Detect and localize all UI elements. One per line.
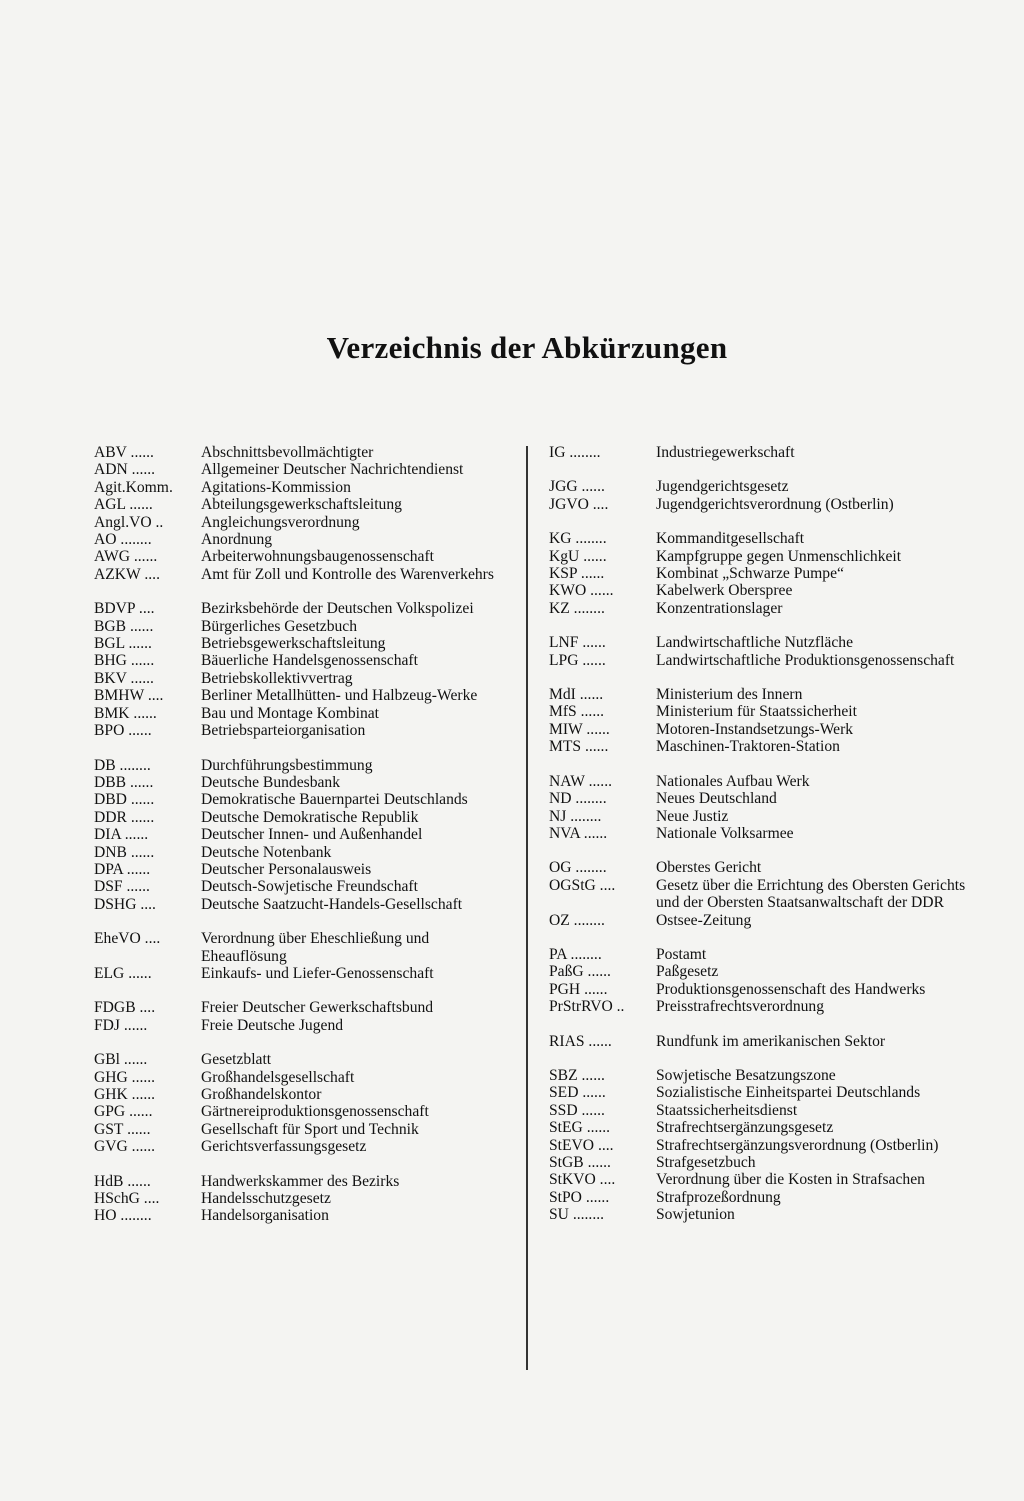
abbreviation: FDJ ...... — [94, 1016, 148, 1034]
abbreviation-meaning: Postamt — [656, 945, 707, 963]
right-column — [549, 444, 979, 1241]
abbreviation-meaning: Ministerium des Innern — [656, 686, 803, 704]
abbreviation: HdB ...... — [94, 1172, 151, 1190]
abbreviation: StEVO .... — [549, 1136, 614, 1154]
abbreviation-meaning: Deutsche Bundesbank — [201, 773, 341, 791]
abbreviation: StGB ...... — [549, 1154, 611, 1171]
abbreviation-entry — [549, 1102, 979, 1119]
abbreviation-entry — [94, 757, 514, 774]
abbreviation: BMHW .... — [94, 687, 164, 705]
abbreviation-entry — [94, 1069, 514, 1086]
page-title: Verzeichnis der Abkürzungen — [326, 330, 728, 365]
abbreviation-meaning: Gärtnereiproduktionsgenossenschaft — [201, 1103, 429, 1121]
abbreviation-meaning: Angleichungsverordnung — [201, 513, 360, 531]
abbreviation-entry — [94, 930, 514, 965]
abbreviation: MdI ...... — [549, 686, 604, 704]
abbreviation-meaning: Kabelwerk Oberspree — [656, 582, 793, 600]
abbreviation-entry — [94, 652, 514, 669]
abbreviation-meaning: Strafrechtsergänzungsgesetz — [656, 1119, 834, 1137]
abbreviation-entry — [549, 946, 979, 963]
abbreviation-entry — [549, 1119, 979, 1136]
abbreviation-meaning: Kampfgruppe gegen Unmenschlichkeit — [656, 547, 902, 565]
abbreviation-meaning: Deutsche Demokratische Republik — [201, 808, 419, 826]
abbreviation-meaning: Oberstes Gericht — [656, 859, 762, 877]
abbreviation-entry — [549, 981, 979, 998]
abbreviation-meaning: Sowjetische Besatzungszone — [656, 1066, 836, 1084]
abbreviation-entry — [94, 1051, 514, 1068]
abbreviation: BKV ...... — [94, 669, 154, 687]
abbreviation-entry — [94, 1121, 514, 1138]
abbreviation-entry — [549, 1033, 979, 1050]
abbreviation-meaning: Deutscher Innen- und Außenhandel — [201, 826, 423, 844]
abbreviation-meaning: Handelsschutzgesetz — [201, 1190, 331, 1208]
abbreviation-meaning: Sozialistische Einheitspartei Deutschlands — [656, 1084, 921, 1102]
abbreviation: PGH ...... — [549, 980, 608, 998]
abbreviation-entry — [549, 721, 979, 738]
abbreviation-meaning: Kombinat „Schwarze Pumpe“ — [656, 565, 844, 583]
abbreviation: JGVO .... — [549, 495, 609, 513]
abbreviation-meaning: Sowjetunion — [656, 1206, 735, 1224]
abbreviation-entry — [94, 791, 514, 808]
abbreviation: OGStG .... — [549, 876, 616, 894]
abbreviation-meaning: Motoren-Instandsetzungs-Werk — [656, 720, 854, 738]
abbreviation: KgU ...... — [549, 547, 607, 565]
abbreviation-group — [549, 686, 979, 756]
abbreviation: DBB ...... — [94, 773, 154, 791]
abbreviation-entry — [94, 1190, 514, 1207]
abbreviation-entry — [549, 703, 979, 720]
abbreviation-entry — [94, 722, 514, 739]
abbreviation-entry — [549, 790, 979, 807]
abbreviation-meaning: Einkaufs- und Liefer-Genossenschaft — [201, 964, 434, 982]
abbreviation-meaning: Konzentrationslager — [656, 599, 783, 617]
abbreviation: MIW ...... — [549, 720, 610, 738]
abbreviation-meaning: Handelsorganisation — [201, 1207, 329, 1225]
abbreviation-entry — [549, 548, 979, 565]
abbreviation-entry — [549, 1206, 979, 1223]
abbreviation-meaning: Freier Deutscher Gewerkschaftsbund — [201, 999, 434, 1017]
abbreviation: MTS ...... — [549, 738, 609, 756]
abbreviation: ND ........ — [549, 790, 607, 808]
abbreviation-group — [549, 1033, 979, 1050]
abbreviation-entry — [549, 600, 979, 617]
abbreviation: GPG ...... — [94, 1103, 153, 1121]
abbreviation-group — [94, 930, 514, 982]
abbreviation-meaning: Neue Justiz — [656, 807, 729, 825]
abbreviation: DPA ...... — [94, 860, 151, 878]
abbreviation: StKVO .... — [549, 1171, 616, 1189]
abbreviation: DIA ...... — [94, 826, 149, 844]
abbreviation-entry — [94, 444, 514, 461]
abbreviation-meaning: Arbeiterwohnungsbaugenossenschaft — [201, 548, 434, 566]
abbreviation-meaning: Gesetzblatt — [201, 1051, 272, 1069]
abbreviation-entry — [549, 686, 979, 703]
abbreviation: BMK ...... — [94, 704, 157, 722]
abbreviation-entry — [94, 878, 514, 895]
abbreviation-entry — [549, 1154, 979, 1171]
abbreviation-entry — [549, 825, 979, 842]
abbreviation-entry — [94, 705, 514, 722]
abbreviation-entry — [94, 809, 514, 826]
abbreviation-group — [94, 757, 514, 914]
abbreviation-meaning: Staatssicherheitsdienst — [656, 1101, 798, 1119]
abbreviation-entry — [94, 1103, 514, 1120]
abbreviation: RIAS ...... — [549, 1032, 612, 1050]
abbreviation: SED ...... — [549, 1084, 606, 1102]
abbreviation: AGL ...... — [94, 496, 153, 514]
abbreviation-entry — [549, 877, 979, 912]
abbreviation-meaning: Großhandelsgesellschaft — [201, 1068, 355, 1086]
abbreviation-entry — [549, 582, 979, 599]
abbreviation-group — [549, 444, 979, 461]
abbreviation: AO ........ — [94, 531, 152, 549]
abbreviation-group — [549, 530, 979, 617]
abbreviation: HO ........ — [94, 1207, 152, 1225]
abbreviation-entry — [549, 652, 979, 669]
abbreviation-meaning: Deutsche Saatzucht-Handels-Gesellschaft — [201, 895, 463, 913]
abbreviation-entry — [94, 566, 514, 583]
abbreviation: EheVO .... — [94, 930, 161, 948]
abbreviation-meaning: Bürgerliches Gesetzbuch — [201, 617, 358, 635]
abbreviation-entry — [94, 844, 514, 861]
abbreviation-entry — [549, 1067, 979, 1084]
abbreviation-entry — [549, 998, 979, 1015]
abbreviation: GVG ...... — [94, 1138, 156, 1156]
abbreviation-meaning: Freie Deutsche Jugend — [201, 1016, 344, 1034]
abbreviation-meaning: Bäuerliche Handelsgenossenschaft — [201, 652, 418, 670]
abbreviation-entry — [549, 565, 979, 582]
abbreviation: IG ........ — [549, 444, 601, 461]
abbreviation-meaning: Bezirksbehörde der Deutschen Volkspolizei — [201, 600, 474, 618]
abbreviation-entry — [549, 738, 979, 755]
abbreviation: DNB ...... — [94, 843, 155, 861]
abbreviation-meaning: Betriebsparteiorganisation — [201, 722, 366, 740]
abbreviation-meaning: Landwirtschaftliche Produktionsgenossenschaft — [656, 651, 955, 669]
abbreviation-entry — [94, 635, 514, 652]
abbreviation-entry — [549, 1171, 979, 1188]
abbreviation-meaning: Nationale Volksarmee — [656, 824, 794, 842]
abbreviation-meaning: Allgemeiner Deutscher Nachrichtendienst — [201, 461, 464, 479]
abbreviation-group — [94, 444, 514, 583]
abbreviation-entry — [94, 861, 514, 878]
abbreviation: StEG ...... — [549, 1119, 611, 1137]
abbreviation: Angl.VO .. — [94, 513, 164, 531]
abbreviation-entry — [549, 773, 979, 790]
abbreviation: GST ...... — [94, 1120, 151, 1138]
abbreviation-meaning: Paßgesetz — [656, 963, 719, 981]
abbreviation: AZKW .... — [94, 565, 160, 583]
abbreviation-meaning: Industriegewerkschaft — [656, 444, 795, 461]
abbreviation-meaning: Neues Deutschland — [656, 790, 777, 808]
abbreviation-meaning: Gerichtsverfassungsgesetz — [201, 1138, 367, 1156]
abbreviation-meaning: Abteilungsgewerkschaftsleitung — [201, 496, 402, 514]
abbreviation-meaning: Strafrechtsergänzungsverordnung (Ostberlin) — [656, 1136, 939, 1154]
abbreviation: Agit.Komm. — [94, 478, 173, 496]
abbreviation-group — [549, 946, 979, 1016]
abbreviation-meaning: Strafprozeßordnung — [656, 1188, 781, 1206]
abbreviation: SU ........ — [549, 1206, 605, 1224]
abbreviation-meaning: Handwerkskammer des Bezirks — [201, 1172, 400, 1190]
abbreviation: StPO ...... — [549, 1188, 610, 1206]
abbreviation: KSP ...... — [549, 565, 605, 583]
abbreviation: GHG ...... — [94, 1068, 156, 1086]
abbreviation-entry — [549, 1189, 979, 1206]
abbreviation: ELG ...... — [94, 964, 152, 982]
abbreviation: BHG ...... — [94, 652, 155, 670]
abbreviation: DSHG .... — [94, 895, 156, 913]
abbreviation-meaning: Landwirtschaftliche Nutzfläche — [656, 634, 853, 652]
abbreviation-meaning: Anordnung — [201, 531, 273, 549]
abbreviation: DBD ...... — [94, 791, 155, 809]
abbreviation: BPO ...... — [94, 722, 152, 740]
abbreviation: PaßG ...... — [549, 963, 611, 981]
abbreviation-entry — [94, 670, 514, 687]
abbreviation-entry — [94, 774, 514, 791]
abbreviation-meaning: Abschnittsbevollmächtigter — [201, 444, 374, 461]
abbreviation-meaning: Ostsee-Zeitung — [656, 911, 752, 929]
abbreviation-entry — [94, 496, 514, 513]
abbreviation-entry — [549, 859, 979, 876]
abbreviation: KZ ........ — [549, 599, 605, 617]
abbreviation-entry — [549, 963, 979, 980]
abbreviation-meaning: Preisstrafrechtsverordnung — [656, 998, 825, 1016]
abbreviation: PA ........ — [549, 945, 602, 963]
abbreviation-meaning: Produktionsgenossenschaft des Handwerks — [656, 980, 926, 998]
abbreviation-group — [94, 999, 514, 1034]
abbreviation-meaning: Gesetz über die Errichtung des Obersten Gerichts und der Obersten Staatsanwaltschaft der DDR — [656, 876, 966, 912]
abbreviation-meaning: Jugendgerichtsverordnung (Ostberlin) — [656, 495, 894, 513]
abbreviation-meaning: Rundfunk im amerikanischen Sektor — [656, 1032, 886, 1050]
abbreviation: SBZ ...... — [549, 1066, 605, 1084]
abbreviation: BDVP .... — [94, 600, 155, 618]
abbreviation: OG ........ — [549, 859, 607, 877]
abbreviation: NAW ...... — [549, 772, 612, 790]
abbreviation: DSF ...... — [94, 878, 150, 896]
abbreviation: NVA ...... — [549, 824, 608, 842]
abbreviation-entry — [549, 634, 979, 651]
abbreviation-meaning: Deutscher Personalausweis — [201, 860, 372, 878]
abbreviation-meaning: Verordnung über die Kosten in Strafsachen — [656, 1171, 925, 1189]
abbreviation-group — [549, 773, 979, 843]
abbreviation: PrStrRVO .. — [549, 998, 625, 1016]
abbreviation-meaning: Ministerium für Staatssicherheit — [656, 703, 857, 721]
abbreviation: ADN ...... — [94, 461, 156, 479]
abbreviation-group — [549, 478, 979, 513]
abbreviation: ABV ...... — [94, 444, 154, 461]
abbreviation-group — [549, 1067, 979, 1224]
column-divider — [526, 446, 528, 1370]
abbreviation: BGL ...... — [94, 635, 152, 653]
abbreviation-meaning: Jugendgerichtsgesetz — [656, 478, 789, 496]
abbreviation-entry — [94, 531, 514, 548]
abbreviation-entry — [94, 1138, 514, 1155]
abbreviation: FDGB .... — [94, 999, 156, 1017]
abbreviation: KWO ...... — [549, 582, 614, 600]
abbreviation-entry — [549, 530, 979, 547]
abbreviation: JGG ...... — [549, 478, 605, 496]
abbreviation: OZ ........ — [549, 911, 605, 929]
abbreviation-meaning: Durchführungsbestimmung — [201, 756, 373, 774]
abbreviation-entry — [549, 912, 979, 929]
abbreviation-meaning: Demokratische Bauernpartei Deutschlands — [201, 791, 468, 809]
abbreviation-meaning: Gesellschaft für Sport und Technik — [201, 1120, 419, 1138]
abbreviation-entry — [94, 896, 514, 913]
abbreviation-meaning: Großhandelskontor — [201, 1086, 322, 1103]
abbreviation-group — [549, 859, 979, 929]
abbreviation-meaning: Betriebskollektivvertrag — [201, 669, 353, 687]
abbreviation-meaning: Amt für Zoll und Kontrolle des Warenverkehrs — [201, 565, 494, 583]
abbreviation-entry — [549, 478, 979, 495]
abbreviation: GHK ...... — [94, 1086, 156, 1103]
abbreviation-meaning: Deutsch-Sowjetische Freundschaft — [201, 878, 418, 896]
abbreviation: LPG ...... — [549, 651, 606, 669]
abbreviation-meaning: Nationales Aufbau Werk — [656, 772, 810, 790]
left-column — [94, 444, 514, 1242]
abbreviation-group — [549, 634, 979, 669]
abbreviation-meaning: Strafgesetzbuch — [656, 1154, 756, 1171]
abbreviation-meaning: Berliner Metallhütten- und Halbzeug-Werke — [201, 687, 478, 705]
abbreviation-entry — [549, 444, 979, 461]
abbreviation: DDR ...... — [94, 808, 155, 826]
abbreviation-meaning: Maschinen-Traktoren-Station — [656, 738, 840, 756]
abbreviation-entry — [549, 1137, 979, 1154]
abbreviation: NJ ........ — [549, 807, 602, 825]
abbreviation: SSD ...... — [549, 1101, 605, 1119]
abbreviation-entry — [94, 514, 514, 531]
abbreviation-entry — [94, 600, 514, 617]
abbreviation-meaning: Deutsche Notenbank — [201, 843, 332, 861]
abbreviation-group — [94, 1051, 514, 1155]
abbreviation-entry — [94, 1086, 514, 1103]
abbreviation: DB ........ — [94, 756, 151, 774]
abbreviation-entry — [94, 999, 514, 1016]
abbreviation: LNF ...... — [549, 634, 606, 652]
abbreviation-meaning: Verordnung über Eheschließung und Eheauflösung — [201, 930, 430, 965]
abbreviation: BGB ...... — [94, 617, 154, 635]
abbreviation: GBl ...... — [94, 1051, 148, 1069]
abbreviation-entry — [94, 618, 514, 635]
abbreviation: KG ........ — [549, 530, 607, 548]
abbreviation-entry — [94, 965, 514, 982]
abbreviation: HSchG .... — [94, 1190, 160, 1208]
abbreviation: AWG ...... — [94, 548, 158, 566]
abbreviation-entry — [94, 479, 514, 496]
abbreviation-entry — [94, 548, 514, 565]
abbreviation-entry — [94, 687, 514, 704]
abbreviation: MfS ...... — [549, 703, 605, 721]
abbreviation-entry — [94, 1207, 514, 1224]
abbreviation-entry — [94, 461, 514, 478]
abbreviation-meaning: Agitations-Kommission — [201, 478, 351, 496]
abbreviation-group — [94, 1173, 514, 1225]
abbreviation-meaning: Betriebsgewerkschaftsleitung — [201, 635, 386, 653]
abbreviation-meaning: Bau und Montage Kombinat — [201, 704, 380, 722]
abbreviation-meaning: Kommanditgesellschaft — [656, 530, 805, 548]
abbreviation-group — [94, 600, 514, 739]
abbreviation-entry — [549, 496, 979, 513]
abbreviation-entry — [94, 1017, 514, 1034]
abbreviation-entry — [94, 1173, 514, 1190]
abbreviation-entry — [549, 808, 979, 825]
abbreviation-entry — [549, 1084, 979, 1101]
abbreviation-entry — [94, 826, 514, 843]
